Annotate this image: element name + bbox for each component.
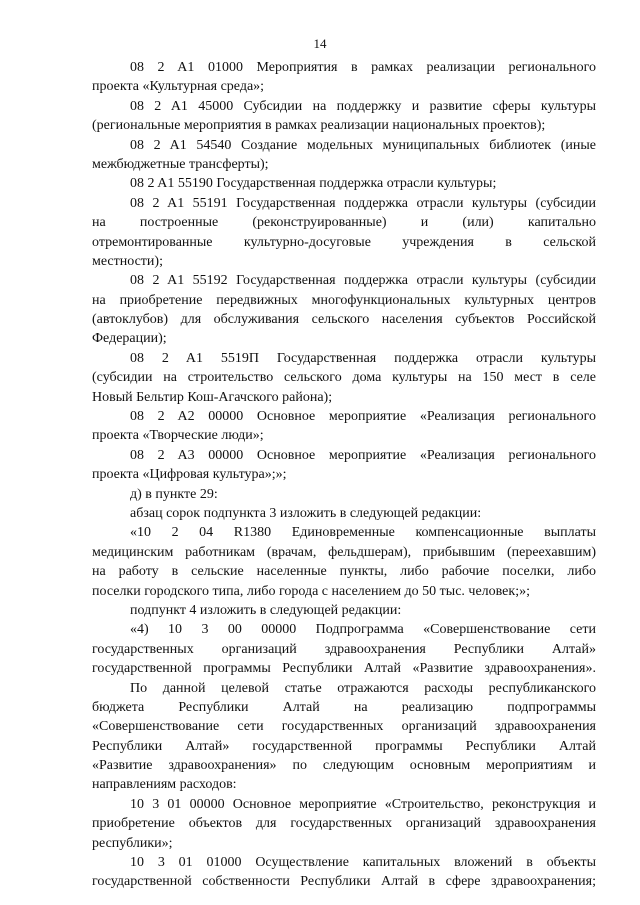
text-line: Федерации); — [92, 331, 167, 347]
text-line: межбюджетные трансферты); — [92, 156, 269, 172]
text-line: поселки городского типа, либо города с населением до 50 тыс. человек;»; — [92, 583, 530, 599]
text-line: 08 2 A3 00000 Основное мероприятие «Реализация регионального — [130, 447, 596, 463]
text-line: Республики Алтай» государственной программы Республики Алтай — [92, 738, 596, 754]
text-line: проекта «Цифровая культура»;»; — [92, 467, 287, 483]
text-line: 08 2 A1 55191 Государственная поддержка отрасли культуры (субсидии — [130, 195, 596, 211]
text-line: государственных организаций здравоохранения Республики Алтай» — [92, 641, 596, 657]
text-line: проекта «Культурная среда»; — [92, 79, 265, 95]
text-line: государственной программы Республики Алтай «Развитие здравоохранения». — [92, 661, 596, 677]
text-line: бюджета Республики Алтай на реализацию подпрограммы — [92, 699, 596, 715]
text-line: 08 2 A1 45000 Субсидии на поддержку и развитие сферы культуры — [130, 98, 596, 114]
text-line: на построенные (реконструированные) и (или) капитально — [92, 215, 596, 231]
text-line: направлениям расходов: — [92, 777, 237, 793]
text-line: 08 2 A1 01000 Мероприятия в рамках реализации регионального — [130, 60, 596, 75]
text-line: д) в пункте 29: — [130, 486, 218, 502]
text-line: «Развитие здравоохранения» по следующим основным мероприятиям и — [92, 758, 596, 774]
text-line: медицинским работникам (врачам, фельдшерам), прибывшим (переехавшим) — [92, 544, 596, 560]
text-line: «4) 10 3 00 00000 Подпрограмма «Совершенствование сети — [130, 622, 596, 638]
text-line: на работу в сельские населенные пункты, либо рабочие поселки, либо — [92, 564, 596, 580]
text-line: (субсидии на строительство сельского дома культуры на 150 мест в селе — [92, 370, 596, 386]
text-line: проекта «Творческие люди»; — [92, 428, 264, 444]
text-line: (региональные мероприятия в рамках реализации национальных проектов); — [92, 118, 546, 134]
text-line: Новый Бельтир Кош-Агачского района); — [92, 389, 333, 405]
text-line: подпункт 4 изложить в следующей редакции: — [130, 602, 402, 618]
text-line: абзац сорок подпункта 3 изложить в следующей редакции: — [130, 505, 482, 521]
page-number: 14 — [313, 36, 327, 51]
text-line: По данной целевой статье отражаются расходы республиканского — [130, 680, 596, 696]
text-line: 08 2 A1 55190 Государственная поддержка отрасли культуры; — [130, 176, 497, 192]
text-line: на приобретение передвижных многофункциональных культурных центров — [92, 292, 596, 308]
text-line: (автоклубов) для обслуживания сельского населения субъектов Российской — [92, 312, 596, 328]
text-line: 08 2 A1 5519П Государственная поддержка отрасли культуры — [130, 350, 596, 366]
text-line: «Совершенствование сети государственных организаций здравоохранения — [92, 719, 596, 735]
text-line: 10 3 01 00000 Основное мероприятие «Строительство, реконструкция и — [130, 796, 596, 812]
text-line: приобретение объектов для государственных организаций здравоохранения — [92, 816, 596, 832]
text-line: 08 2 A1 54540 Создание модельных муниципальных библиотек (иные — [130, 137, 596, 153]
text-line: отремонтированные культурно-досуговые учреждения в сельской — [92, 234, 596, 250]
text-line: 08 2 A2 00000 Основное мероприятие «Реализация регионального — [130, 409, 596, 425]
text-line: «10 2 04 R1380 Единовременные компенсационные выплаты — [130, 525, 596, 541]
text-line: 08 2 A1 55192 Государственная поддержка отрасли культуры (субсидии — [130, 273, 596, 289]
text-line: республики»; — [92, 835, 173, 851]
document-body — [92, 58, 596, 892]
text-line: местности); — [92, 253, 163, 269]
text-line: 10 3 01 01000 Осуществление капитальных вложений в объекты — [130, 855, 596, 871]
text-line: государственной собственности Республики Алтай в сфере здравоохранения; — [92, 874, 596, 890]
